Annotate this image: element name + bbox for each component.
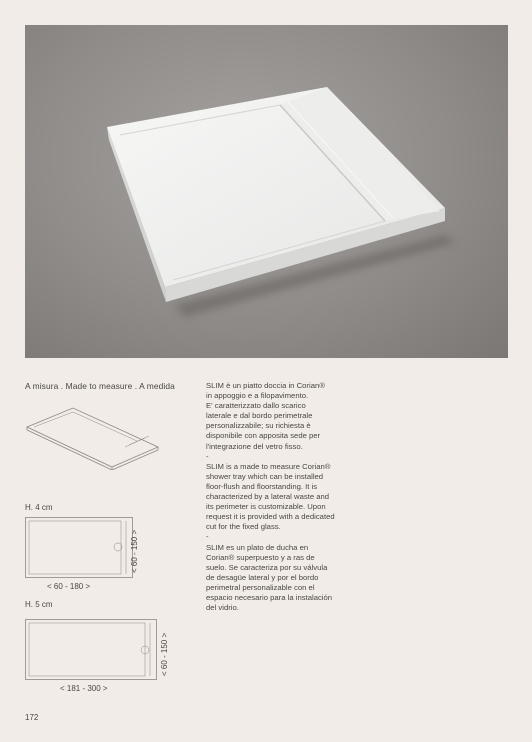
text-en-5: its perimeter is customizable. Upon bbox=[206, 502, 326, 512]
text-es-5: perimetral personalizable con el bbox=[206, 582, 315, 592]
text-it-4: laterale e dal bordo perimetrale bbox=[206, 411, 313, 421]
depth-label-1: < 60 - 150 > bbox=[130, 529, 139, 573]
text-es-1: SLIM es un plato de ducha en bbox=[206, 542, 309, 552]
text-es-2: Corian® superpuesto y a ras de bbox=[206, 552, 315, 562]
text-it-5: personalizzabile; su richiesta è bbox=[206, 421, 311, 431]
width-label-1: < 60 - 180 > bbox=[47, 582, 91, 591]
text-es-4: de desagüe lateral y por el bordo bbox=[206, 572, 319, 582]
text-en-7: cut for the fixed glass. bbox=[206, 522, 281, 532]
text-en-3: floor-flush and floorstanding. It is bbox=[206, 481, 318, 491]
separator: - bbox=[206, 532, 209, 542]
text-en-1: SLIM is a made to measure Corian® bbox=[206, 461, 331, 471]
text-it-6: disponibile con apposita sede per bbox=[206, 431, 321, 441]
measure-caption: A misura . Made to measure . A medida bbox=[25, 381, 175, 391]
tray-plan-small bbox=[25, 517, 135, 579]
product-photo bbox=[25, 25, 508, 358]
text-en-4: characterized by a lateral waste and bbox=[206, 492, 330, 502]
tray-plan-large bbox=[25, 619, 160, 681]
text-it-3: E' caratterizzato dallo scarico bbox=[206, 401, 306, 411]
text-it-2: in appoggio e a filopavimento. bbox=[206, 391, 309, 401]
text-en-6: request it is provided with a dedicated bbox=[206, 512, 335, 522]
description-text bbox=[206, 381, 356, 613]
shower-tray-photo bbox=[25, 25, 508, 358]
text-es-3: suelo. Se caracteriza por su válvula bbox=[206, 562, 328, 572]
height-label-2: H. 5 cm bbox=[25, 600, 53, 609]
text-es-7: del vidrio. bbox=[206, 603, 239, 613]
separator: - bbox=[206, 451, 209, 461]
text-it-7: l'integrazione del vetro fisso. bbox=[206, 441, 303, 451]
width-label-2: < 181 - 300 > bbox=[60, 684, 108, 693]
text-it-1: SLIM è un piatto doccia in Corian® bbox=[206, 381, 325, 390]
tray-isometric-drawing bbox=[25, 405, 165, 470]
depth-label-2: < 60 - 150 > bbox=[160, 632, 169, 676]
page-number: 172 bbox=[25, 713, 39, 722]
text-es-6: espacio necesario para la instalación bbox=[206, 592, 333, 602]
text-en-2: shower tray which can be installed bbox=[206, 471, 324, 481]
height-label-1: H. 4 cm bbox=[25, 503, 53, 512]
